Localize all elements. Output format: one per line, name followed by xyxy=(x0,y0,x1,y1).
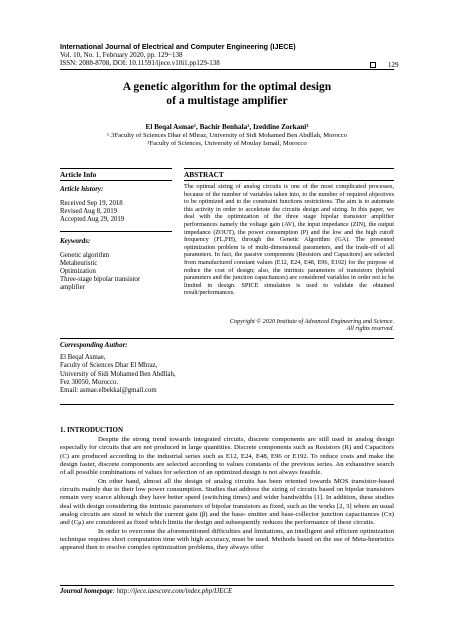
homepage-url[interactable]: : http://ijece.iaescore.com/index.php/IJECE xyxy=(112,588,233,595)
square-icon xyxy=(370,62,376,68)
authors: El Beqal Asmae¹, Bachir Benhala², Izeddine Zorkani³ xyxy=(145,123,309,131)
corresponding-city: Fez 30050, Morocco. xyxy=(60,378,119,386)
corresponding-email: Email: asmae.elbekkal@gmail.com xyxy=(60,387,157,395)
keyword: amplifier xyxy=(60,284,85,291)
article-info-heading: Article Info xyxy=(60,170,97,179)
history-list xyxy=(60,200,124,224)
affiliation-2: ²Faculty of Sciences, University of Moulay Ismail, Morocco xyxy=(147,139,307,147)
header-rule xyxy=(60,69,394,70)
keywords-rule xyxy=(60,231,172,232)
abstract-text: The optimal sizing of analog circuits is one of the most complicated processes, because of the number of variables taken into, to the number of required objectives to be optimized and to the constraint functions restrictions. The aim is to automate this activity in order to accelerate the circuits design and sizing. In this paper, we deal with the optimization of the three stage bipolar transistor amplifier performances namely the voltage gain (AV), the input impedance (ZIN), the output impedance (ZOUT), the power consumption (P) and the low and the high cutoff frequency (FL,FH), through the Genetic Algorithm (GA). The presented optimization problem is of multi-dimensional parameters, and the trade-off of all parameters. In fact, the passive components (Resistors and Capacitors) are selected from manufactured constant values (E12, E24, E48, E96, E192) for the purpose of reduce the cost of design; also, the intrinsic parameters of transistors (hybrid parameters and the junction capacitances) are considered variables in order not to be limited in design. SPICE simulation is used to validate the obtained result/performances. xyxy=(184,183,394,297)
history-received: Received Sep 19, 2018 xyxy=(60,200,123,207)
introduction-body xyxy=(60,436,394,553)
keywords-heading: Keywords: xyxy=(60,237,91,245)
keyword: Three-stage bipolar transistor xyxy=(60,276,141,283)
paragraph: On other hand, almost all the design of analog circuits has been oriented towards MOS transistor-based circuits mainly due to their low power consumption. Studies that address the sizing of circuits based on bipolar transistors remain very scarce although they have better speed (switching times) and wider bandwidths [1]. In addition, these studies deal with design considering the intrinsic parameters of bipolar transistors as fixed, such as the works [2, 3] where an usual analog circuits are sized in which the current gain (β) and the base- emitter and base-collector junction capacitances (Cπ) and (Cμ) are considered as fixed which limits the design and subsequently reduces the performance of these circuits. xyxy=(60,477,394,527)
title-line-1: A genetic algorithm for the optimal design xyxy=(122,80,332,93)
volume-line: Vol. 10, No. 1, February 2020, pp. 129~138 xyxy=(60,51,183,60)
corresponding-name: El Beqal Asmae, xyxy=(60,354,106,361)
keyword: Optimization xyxy=(60,268,96,275)
homepage-label: Journal homepage xyxy=(60,588,113,595)
corresponding-bottom-rule xyxy=(60,404,394,405)
keywords-list xyxy=(60,252,140,292)
title-line-2: of a multistage amplifier xyxy=(166,93,288,107)
introduction-heading: 1. INTRODUCTION xyxy=(60,426,124,434)
corresponding-details xyxy=(60,354,260,395)
article-info-heading-rule xyxy=(60,180,172,181)
history-accepted: Accepted Aug 29, 2019 xyxy=(60,216,125,223)
copyright-line-2: All rights reserved. xyxy=(346,325,394,333)
journal-header xyxy=(60,43,400,68)
footer-rule xyxy=(60,585,394,586)
paragraph: In order to overcome the aforementioned difficulties and limitations, an intelligent and efficient optimization technique requires short computation time with high accuracy, must be used. Methods based on the use of Meta-heuristics appeared then to resolve complex optimization problems, they always offer xyxy=(60,527,394,552)
abstract-heading-rule xyxy=(184,180,394,181)
issn-line: ISSN: 2088-8708, DOI: 10.11591/ijece.v10i1.pp129-138 xyxy=(60,59,220,68)
corresponding-heading: Corresponding Author: xyxy=(60,341,128,349)
keyword: Genetic algorithm xyxy=(60,252,110,259)
page-number-block xyxy=(370,61,399,69)
journal-homepage xyxy=(60,588,232,595)
paragraph: Despite the strong trend towards integrated circuits, discrete components are still used in analog design especially for circuits that are not produced in large quantities. Discrete components such as Resistors (R) and Capacitors (C) are produced according to the industrial series such as E12, E24, E48, E96 or E192. To reduce costs and make the design faster, discrete components are selected according to values constants of the previous series. An exhaustive search of all possible combinations of values for selection of an optimized design is not always feasible. xyxy=(60,436,394,477)
keyword: Metaheuristic xyxy=(60,260,98,267)
corresponding-university: University of Sidi Mohamed Ben Abdllah, xyxy=(60,370,176,378)
copyright xyxy=(184,318,394,333)
paper-title xyxy=(60,80,394,107)
history-revised: Revised Aug 8, 2019 xyxy=(60,208,118,215)
affiliation-1: ¹˒3Faculty of Sciences Dhar el Mhraz, University of Sidi Mohamed Ben Abdllah, Morocco xyxy=(106,132,348,139)
corresponding-faculty: Faculty of Sciences Dhar El Mhraz, xyxy=(60,362,158,370)
corresponding-top-rule xyxy=(60,338,394,339)
abstract-heading: ABSTRACT xyxy=(184,170,224,179)
page-number: 129 xyxy=(388,61,399,69)
copyright-line-1: Copyright © 2020 Institute of Advanced Engineering and Science. xyxy=(229,318,394,325)
affiliations xyxy=(60,132,394,148)
article-info-top-rule xyxy=(60,168,172,169)
abstract-top-rule xyxy=(184,168,394,169)
journal-name: International Journal of Electrical and Computer Engineering (IJECE) xyxy=(60,42,296,51)
history-heading: Article history: xyxy=(60,185,104,193)
